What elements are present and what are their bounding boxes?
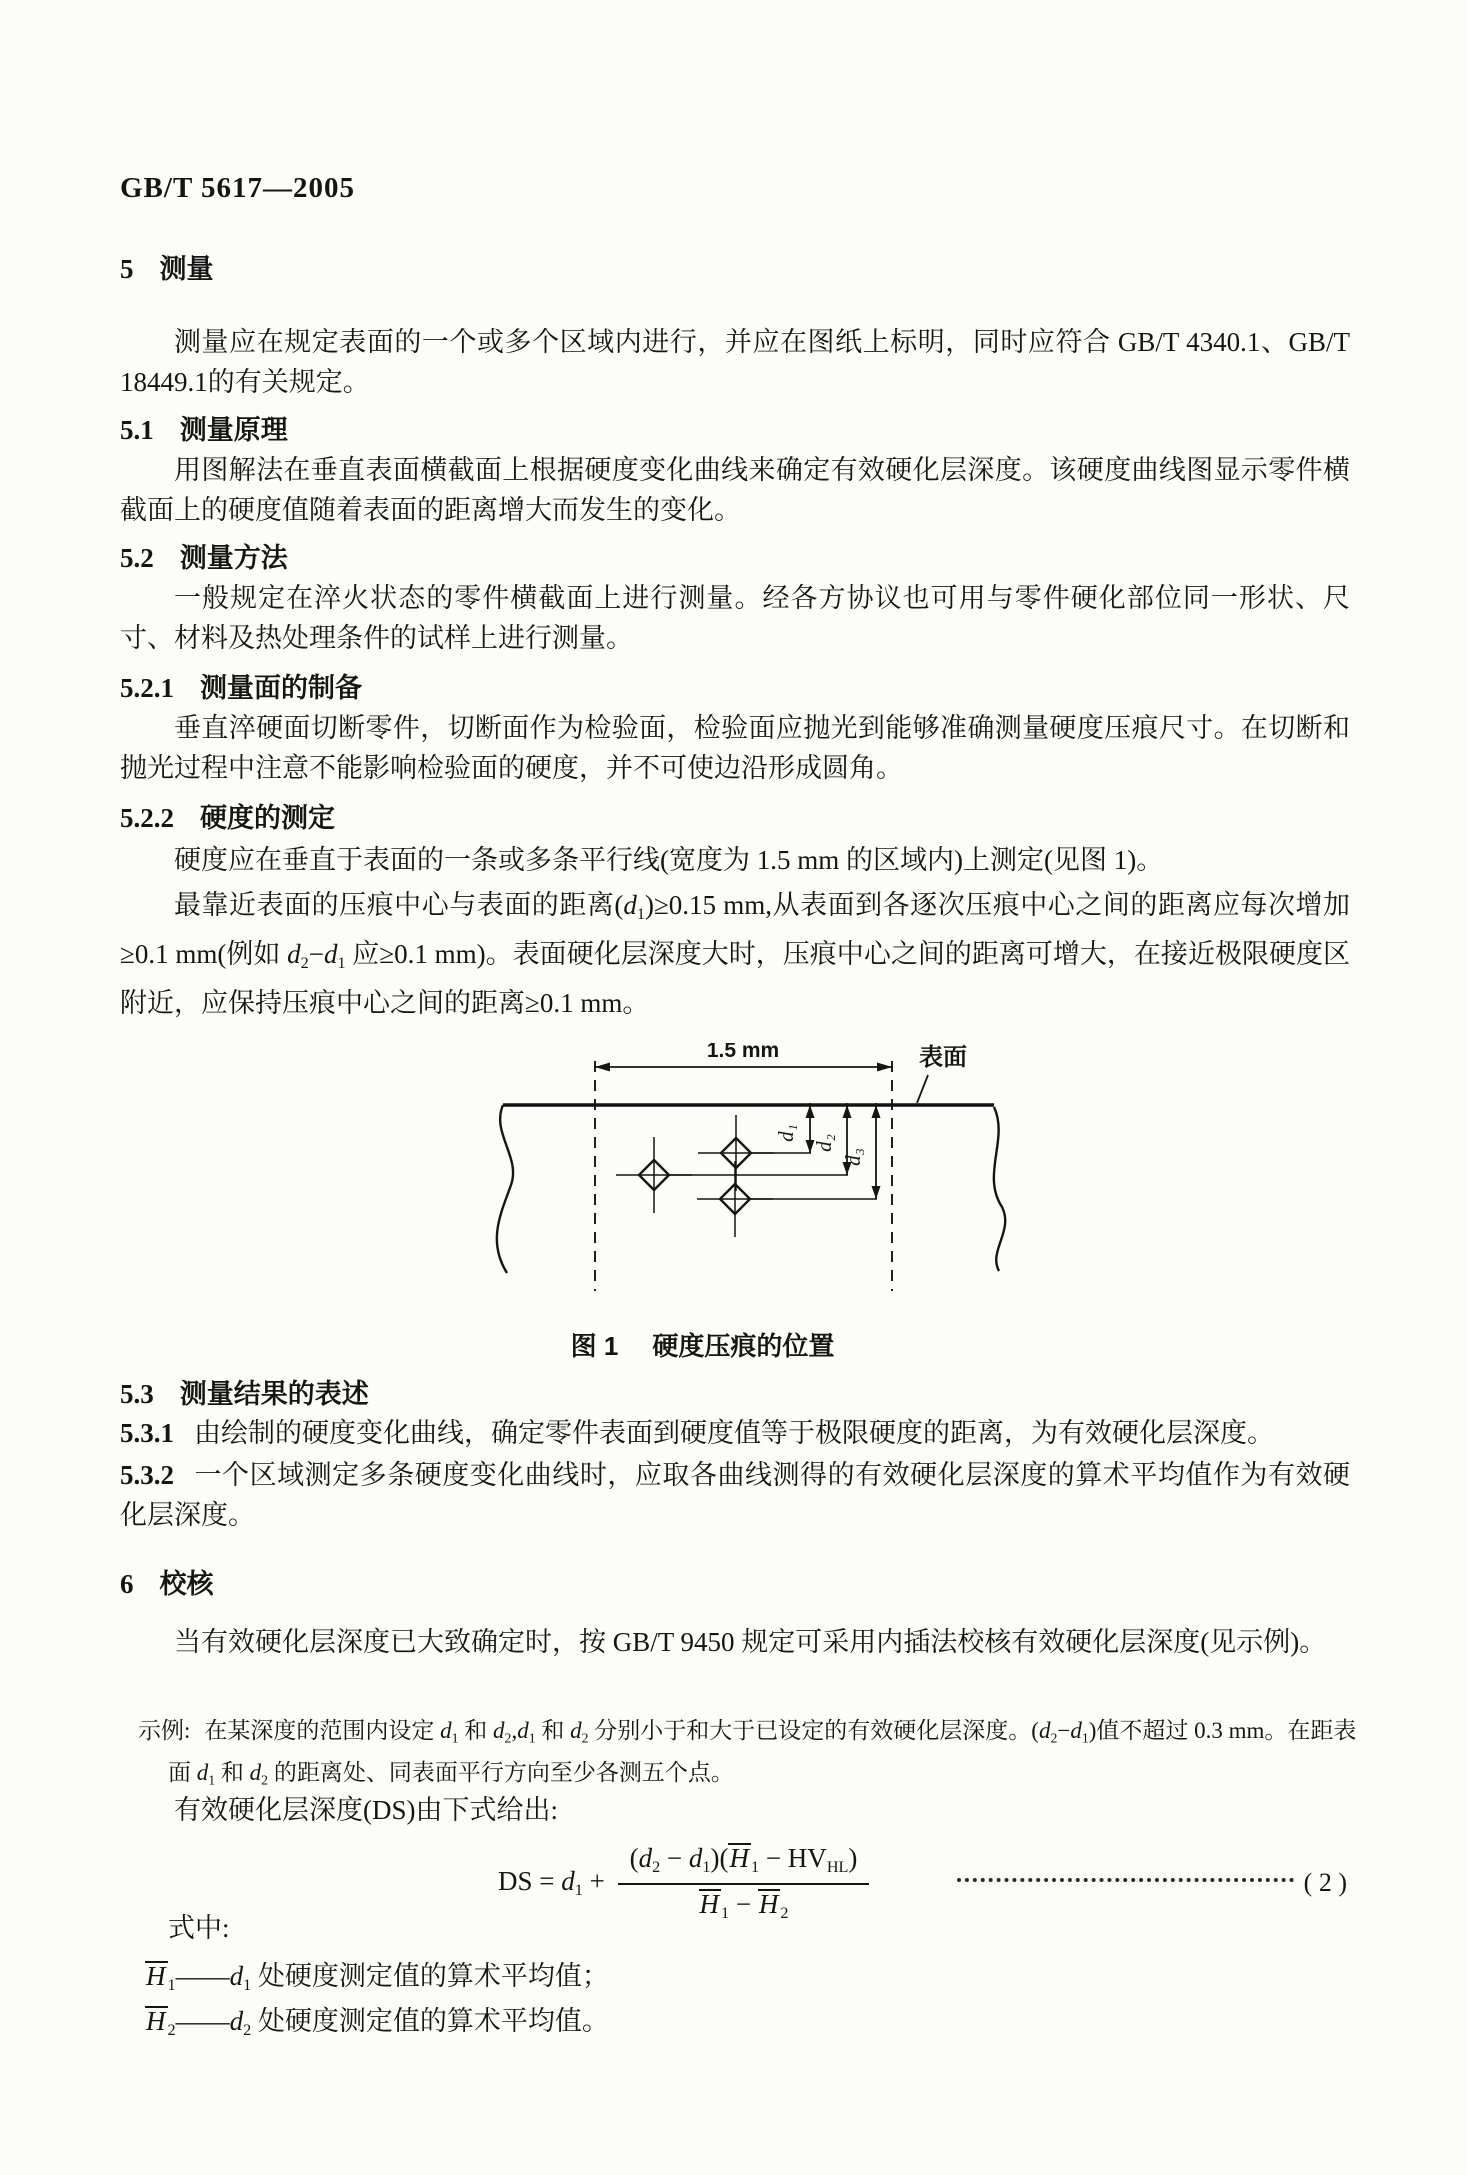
heading-5-2-num: 5.2 (120, 543, 154, 573)
heading-5-1-title: 测量原理 (179, 415, 288, 445)
clause-num-5-3-1: 5.3.1 (120, 1418, 174, 1448)
paragraph-5-2-1-1: 垂直淬硬面切断零件，切断面作为检验面，检验面应抛光到能够准确测量硬度压痕尺寸。在切断和抛光过程中注意不能影响检验面的硬度，并不可使边沿形成圆角。 (120, 713, 1350, 783)
paragraph-5-2-1: 一般规定在淬火状态的零件横截面上进行测量。经各方协议也可用与零件硬化部位同一形状、尺寸、材料及热处理条件的试样上进行测量。 (120, 583, 1350, 653)
where-label: 式中: (168, 1913, 230, 1943)
heading-6 (120, 1562, 1350, 1601)
formula-dotted-leader (957, 1876, 1293, 1882)
paragraph-5-1-1: 用图解法在垂直表面横截面上根据硬度变化曲线来确定有效硬化层深度。该硬度曲线图显示零件横截面上的硬度值随着表面的距离增大而发生的变化。 (120, 455, 1350, 525)
paragraph-5-2-2-1: 硬度应在垂直于表面的一条或多条平行线(宽度为 1.5 mm 的区域内)上测定(见图 1)。 (174, 845, 1164, 875)
paragraph-5-3-2 (120, 1455, 1350, 1535)
example-label: 示例: (138, 1718, 191, 1743)
figure-1-drawing (370, 1043, 1050, 1313)
where-item-2: H 2——d2 处硬度测定值的算术平均值。 (146, 2006, 609, 2040)
arrowhead-d2-top (843, 1105, 852, 1118)
heading-5-2-title: 测量方法 (179, 543, 288, 573)
figure-1-caption-num: 图 1 (570, 1331, 619, 1361)
heading-5-2-1-num: 5.2.1 (120, 673, 174, 703)
figure-1-caption (120, 1326, 1285, 1363)
heading-5-2-1-title: 测量面的制备 (200, 673, 362, 703)
example-text: 在某深度的范围内设定 d1 和 d2,d1 和 d2 分别小于和大于已设定的有效硬化层深度。(d2−d1)值不超过 0.3 mm。在距表面 d1 和 d2 的距离处、同表面平行方向至少各测五个点。 (168, 1718, 1357, 1788)
heading-5-1-num: 5.1 (120, 415, 154, 445)
heading-5-1 (120, 408, 1350, 447)
heading-5-3 (120, 1372, 1350, 1411)
heading-5-2-2 (120, 796, 1350, 835)
heading-5-2-2-num: 5.2.2 (120, 803, 174, 833)
arrowhead-d3-bottom (872, 1186, 881, 1199)
heading-5-2 (120, 536, 1350, 575)
indent-mark-3 (697, 1161, 773, 1237)
arrowhead-left (595, 1063, 610, 1072)
clause-text-5-3-2: 一个区域测定多条硬度变化曲线时，应取各曲线测得的有效硬化层深度的算术平均值作为有效硬化层深度。 (120, 1460, 1350, 1530)
heading-5-3-num: 5.3 (120, 1379, 154, 1409)
arrowhead-d3-top (872, 1105, 881, 1118)
indent-mark-2 (616, 1137, 692, 1213)
break-line-left (497, 1105, 513, 1273)
arrowhead-right (877, 1063, 892, 1072)
indent-mark-1 (698, 1115, 774, 1191)
heading-5 (120, 247, 1350, 286)
paragraph-5-1: 测量应在规定表面的一个或多个区域内进行，并应在图纸上标明，同时应符合 GB/T 4340.1、GB/T 18449.1的有关规定。 (120, 327, 1350, 397)
formula-lhs: DS = d1 + (498, 1865, 612, 1900)
heading-6-title: 校核 (159, 1569, 214, 1599)
formula-intro: 有效硬化层深度(DS)由下式给出: (174, 1795, 558, 1825)
doc-code: GB/T 5617—2005 (120, 172, 356, 204)
figure-1-caption-title: 硬度压痕的位置 (652, 1331, 835, 1361)
heading-5-3-title: 测量结果的表述 (179, 1379, 369, 1409)
formula-numerator: (d2 − d1)(H 1 − HVHL) (618, 1843, 870, 1885)
paragraph-5-3-1 (120, 1413, 1350, 1453)
surface-leader-line (917, 1075, 928, 1103)
heading-5-num: 5 (120, 254, 134, 284)
heading-5-2-1 (120, 666, 1350, 705)
arrowhead-d1-top (806, 1105, 815, 1118)
clause-text-5-3-1: 由绘制的硬度变化曲线，确定零件表面到硬度值等于极限硬度的距离，为有效硬化层深度。 (194, 1418, 1274, 1448)
figure-1 (370, 1043, 1050, 1318)
paragraph-6-1: 当有效硬化层深度已大致确定时，按 GB/T 9450 规定可采用内插法校核有效硬化层深度(见示例)。 (174, 1627, 1327, 1657)
example-note (138, 1713, 1358, 1798)
label-d1: d₁ (774, 1124, 798, 1142)
dimension-label: 1.5 mm (706, 1043, 780, 1062)
formula-eq-number: ( 2 ) (1303, 1868, 1347, 1897)
surface-label: 表面 (919, 1044, 967, 1071)
heading-5-2-2-title: 硬度的测定 (200, 803, 335, 833)
heading-6-num: 6 (120, 1569, 134, 1599)
where-item-1: H 1——d1 处硬度测定值的算术平均值； (146, 1961, 609, 1995)
clause-num-5-3-2: 5.3.2 (120, 1460, 174, 1490)
label-d3: d₃ (841, 1148, 865, 1166)
paragraph-5-2-2-2: 最靠近表面的压痕中心与表面的距离(d1)≥0.15 mm,从表面到各逐次压痕中心之间的距离应每次增加≥0.1 mm(例如 d2−d1 应≥0.1 mm)。表面硬化层深度大时，压痕中心之间的距离可增大，在接近极限硬度区附近，应保持压痕中心之间的距离≥0.1 mm。 (120, 890, 1351, 1019)
formula-denominator: H 1 − H 2 (699, 1889, 789, 1923)
heading-5-title: 测量 (159, 254, 214, 284)
break-line-right (994, 1107, 1005, 1271)
label-d2: d₂ (812, 1134, 836, 1152)
